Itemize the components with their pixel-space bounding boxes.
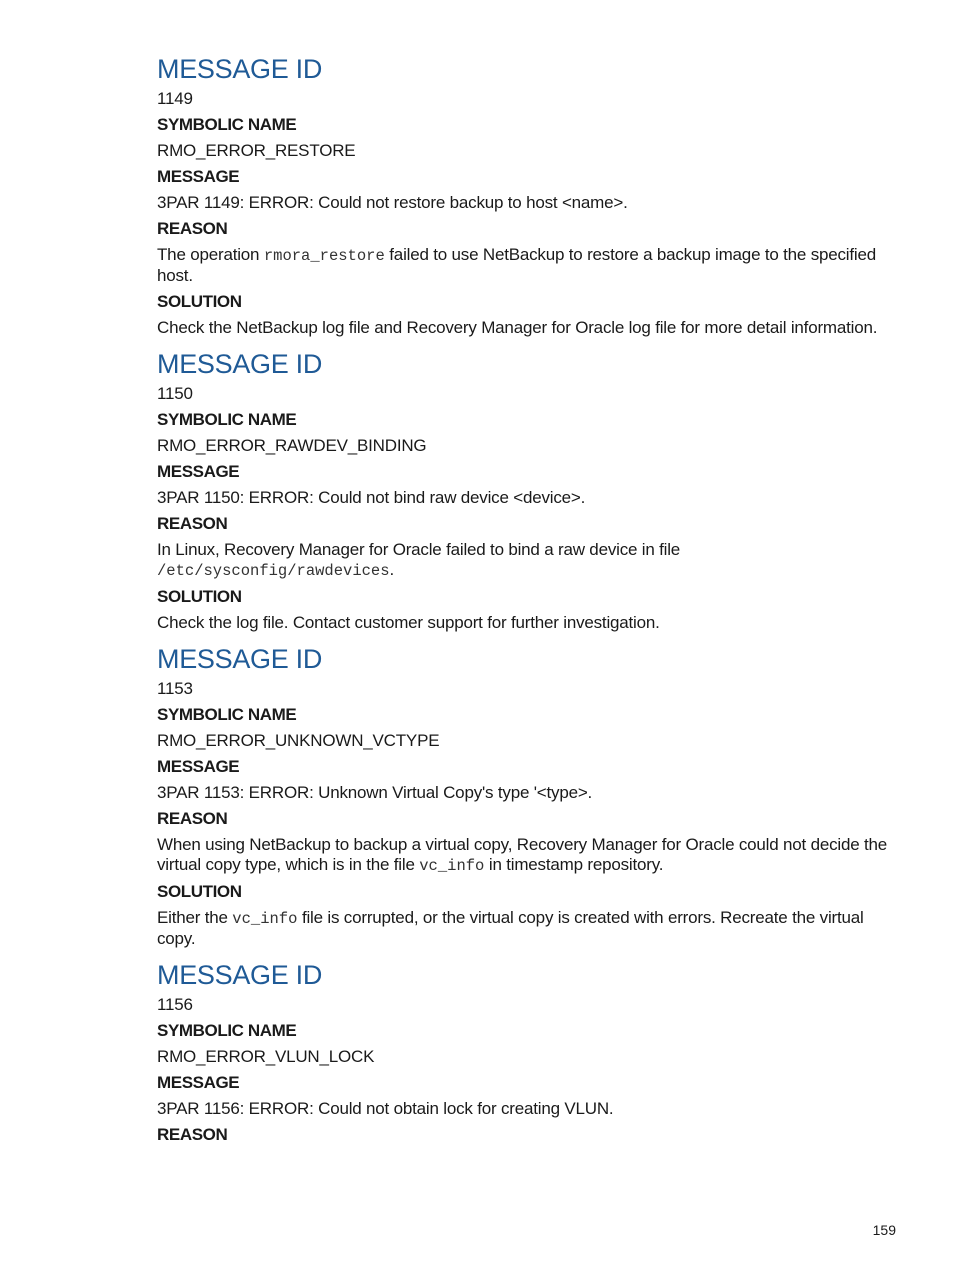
message-entry xyxy=(157,958,899,1148)
symbolic-name-value: RMO_ERROR_UNKNOWN_VCTYPE xyxy=(157,731,440,750)
reason-label: REASON xyxy=(157,1125,228,1144)
solution-code: vc_info xyxy=(232,910,298,928)
message-id-value: 1153 xyxy=(157,679,193,698)
solution-text-end: file is corrupted, or the virtual copy is created with errors. Recreate the virtual copy. xyxy=(157,908,864,948)
page-number: 159 xyxy=(872,1222,896,1238)
solution-label: SOLUTION xyxy=(157,882,242,901)
symbolic-name-value: RMO_ERROR_RESTORE xyxy=(157,141,356,160)
solution-label: SOLUTION xyxy=(157,292,242,311)
symbolic-name-value: RMO_ERROR_RAWDEV_BINDING xyxy=(157,436,427,455)
reason-text-end: failed to use NetBackup to restore a backup image to the specified host. xyxy=(157,245,876,285)
message-id-value: 1149 xyxy=(157,89,193,108)
symbolic-name-value: RMO_ERROR_VLUN_LOCK xyxy=(157,1047,375,1066)
message-entry xyxy=(157,52,899,341)
message-text: 3PAR 1149: ERROR: Could not restore backup to host <name>. xyxy=(157,193,628,212)
message-id-value: 1150 xyxy=(157,384,193,403)
symbolic-name-label: SYMBOLIC NAME xyxy=(157,115,297,134)
message-text: 3PAR 1153: ERROR: Unknown Virtual Copy's type '<type>. xyxy=(157,783,593,802)
reason-code: /etc/sysconfig/rawdevices xyxy=(157,562,390,580)
symbolic-name-label: SYMBOLIC NAME xyxy=(157,1021,297,1040)
reason-text xyxy=(157,537,899,584)
message-label: MESSAGE xyxy=(157,462,240,481)
message-id-heading: MESSAGE ID xyxy=(157,644,323,674)
symbolic-name-label: SYMBOLIC NAME xyxy=(157,410,297,429)
message-entry xyxy=(157,347,899,636)
solution-text-start: Either the xyxy=(157,908,233,927)
reason-label: REASON xyxy=(157,809,228,828)
solution-text: Check the log file. Contact customer support for further investigation. xyxy=(157,613,660,632)
message-id-heading: MESSAGE ID xyxy=(157,54,323,84)
reason-text-start: In Linux, Recovery Manager for Oracle failed to bind a raw device in file xyxy=(157,540,681,559)
reason-text-end: in timestamp repository. xyxy=(484,855,664,874)
reason-code: rmora_restore xyxy=(263,247,385,265)
reason-text xyxy=(157,832,899,879)
message-label: MESSAGE xyxy=(157,1073,240,1092)
message-id-heading: MESSAGE ID xyxy=(157,960,323,990)
solution-label: SOLUTION xyxy=(157,587,242,606)
solution-text: Check the NetBackup log file and Recovery Manager for Oracle log file for more detail information. xyxy=(157,318,878,337)
reason-text xyxy=(157,242,899,289)
reason-text-start: When using NetBackup to backup a virtual copy, Recovery Manager for Oracle could not decide the virtual copy type, which is in the file xyxy=(157,835,888,874)
reason-code: vc_info xyxy=(419,857,485,875)
document-body xyxy=(157,52,899,1154)
message-entry xyxy=(157,642,899,952)
reason-text-end: . xyxy=(389,560,395,579)
message-label: MESSAGE xyxy=(157,167,240,186)
symbolic-name-label: SYMBOLIC NAME xyxy=(157,705,297,724)
message-text: 3PAR 1150: ERROR: Could not bind raw device <device>. xyxy=(157,488,586,507)
message-id-value: 1156 xyxy=(157,995,193,1014)
message-text: 3PAR 1156: ERROR: Could not obtain lock for creating VLUN. xyxy=(157,1099,614,1118)
message-id-heading: MESSAGE ID xyxy=(157,349,323,379)
message-label: MESSAGE xyxy=(157,757,240,776)
reason-label: REASON xyxy=(157,219,228,238)
reason-text-start: The operation xyxy=(157,245,264,264)
solution-text xyxy=(157,905,899,952)
reason-label: REASON xyxy=(157,514,228,533)
